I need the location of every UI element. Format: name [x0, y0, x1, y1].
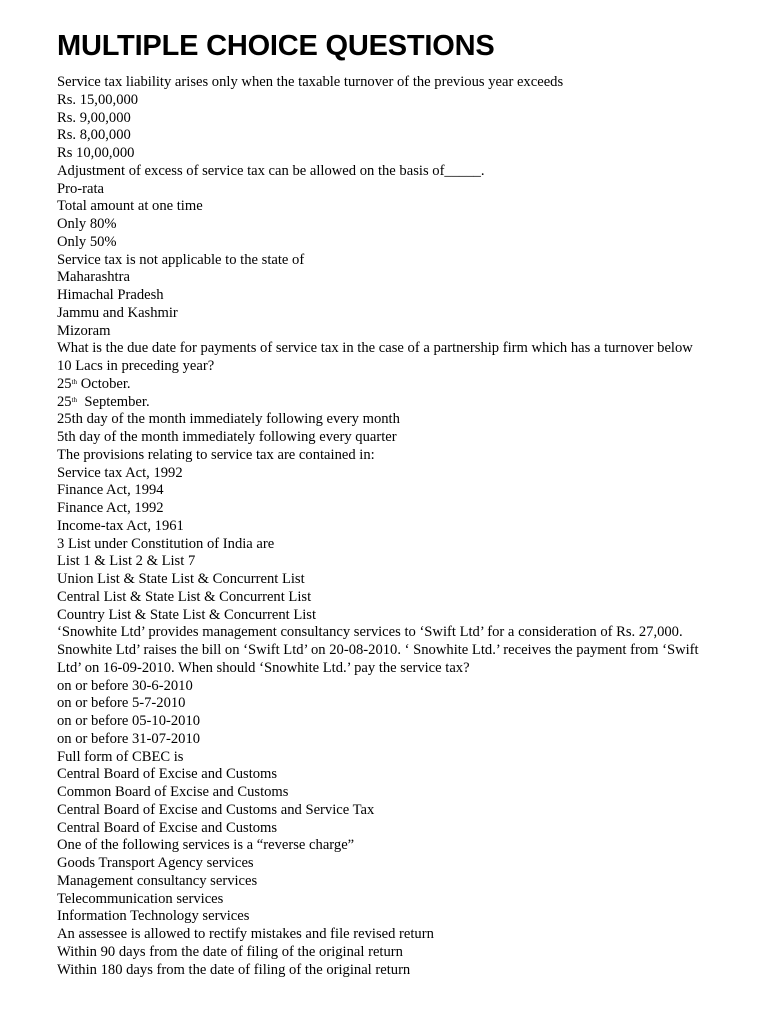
- question-7-option-b: on or before 5-7-2010: [57, 695, 186, 712]
- question-6-text: 3 List under Constitution of India are: [57, 535, 275, 552]
- question-9-option-b: Management consultancy services: [57, 872, 258, 889]
- question-4-option-b: [57, 394, 747, 412]
- question-6-option-d: Country List & State List & Concurrent List: [57, 606, 317, 623]
- question-3-option-c: Jammu and Kashmir: [57, 304, 178, 321]
- question-8-option-c: Central Board of Excise and Customs and Service Tax: [57, 801, 375, 818]
- question-2-option-b: Total amount at one time: [57, 198, 203, 215]
- question-6-option-c: Central List & State List & Concurrent List: [57, 588, 312, 605]
- question-4-option-a: [57, 376, 747, 394]
- question-9-option-a: Goods Transport Agency services: [57, 855, 254, 871]
- question-4-option-d: 5th day of the month immediately following every quarter: [57, 429, 397, 445]
- question-6-option-b: Union List & State List & Concurrent List: [57, 571, 305, 587]
- option-text: October.: [77, 375, 131, 392]
- question-2-option-c: Only 80%: [57, 216, 117, 232]
- question-8-option-b: Common Board of Excise and Customs: [57, 784, 289, 800]
- question-6-option-a: List 1 & List 2 & List 7: [57, 553, 196, 570]
- question-1-text: Service tax liability arises only when the taxable turnover of the previous year exceeds: [57, 74, 564, 90]
- question-10-option-a: Within 90 days from the date of filing of the original return: [57, 943, 403, 960]
- question-3-option-d: Mizoram: [57, 322, 111, 339]
- question-2-option-a: Pro-rata: [57, 180, 105, 197]
- question-1-option-c: Rs. 8,00,000: [57, 127, 131, 144]
- question-1-option-a: Rs. 15,00,000: [57, 91, 139, 108]
- question-10-text: An assessee is allowed to rectify mistakes and file revised return: [57, 926, 434, 942]
- question-7-text-line-1: ‘Snowhite Ltd’ provides management consultancy services to ‘Swift Ltd’ for a consideration of Rs. 27,000.: [57, 624, 683, 641]
- question-1-option-d: Rs 10,00,000: [57, 145, 135, 161]
- question-7-text-line-2: Snowhite Ltd’ raises the bill on ‘Swift Ltd’ on 20-08-2010. ‘ Snowhite Ltd.’ receives the payment from ‘Swift: [57, 642, 699, 658]
- question-1-option-b: Rs. 9,00,000: [57, 109, 131, 126]
- question-10-option-b: Within 180 days from the date of filing of the original return: [57, 961, 411, 978]
- question-5-option-d: Income-tax Act, 1961: [57, 517, 184, 534]
- question-7-option-d: on or before 31-07-2010: [57, 730, 201, 747]
- question-9-option-d: Information Technology services: [57, 908, 250, 925]
- question-7-text-line-3: Ltd’ on 16-09-2010. When should ‘Snowhite Ltd.’ pay the service tax?: [57, 659, 470, 676]
- document-page: [57, 28, 747, 979]
- page-title: MULTIPLE CHOICE QUESTIONS: [57, 30, 495, 62]
- question-9-option-c: Telecommunication services: [57, 890, 224, 907]
- question-5-option-a: Service tax Act, 1992: [57, 464, 183, 481]
- question-7-option-c: on or before 05-10-2010: [57, 713, 201, 729]
- question-8-text: Full form of CBEC is: [57, 748, 184, 765]
- option-text: September.: [77, 393, 150, 410]
- question-5-text: The provisions relating to service tax are contained in:: [57, 446, 375, 463]
- question-2-option-d: Only 50%: [57, 233, 117, 250]
- question-3-option-a: Maharashtra: [57, 269, 130, 286]
- question-3-option-b: Himachal Pradesh: [57, 287, 164, 303]
- ordinal-number: 25: [57, 375, 72, 392]
- question-list: [57, 74, 747, 979]
- question-4-text-line-1: What is the due date for payments of service tax in the case of a partnership firm which has a turnover below: [57, 340, 693, 357]
- question-2-text: Adjustment of excess of service tax can be allowed on the basis of_____.: [57, 162, 485, 179]
- question-9-text: One of the following services is a “reverse charge”: [57, 837, 355, 854]
- question-8-option-a: Central Board of Excise and Customs: [57, 766, 278, 783]
- ordinal-suffix: th: [71, 395, 78, 404]
- question-4-text-line-2: 10 Lacs in preceding year?: [57, 358, 215, 374]
- ordinal-number: 25: [57, 393, 72, 410]
- ordinal-suffix: th: [71, 377, 78, 386]
- question-4-option-c: 25th day of the month immediately following every month: [57, 411, 400, 428]
- question-7-option-a: on or before 30-6-2010: [57, 677, 193, 694]
- question-5-option-b: Finance Act, 1994: [57, 482, 164, 499]
- question-8-option-d: Central Board of Excise and Customs: [57, 819, 278, 836]
- question-3-text: Service tax is not applicable to the state of: [57, 251, 305, 268]
- question-5-option-c: Finance Act, 1992: [57, 500, 164, 516]
